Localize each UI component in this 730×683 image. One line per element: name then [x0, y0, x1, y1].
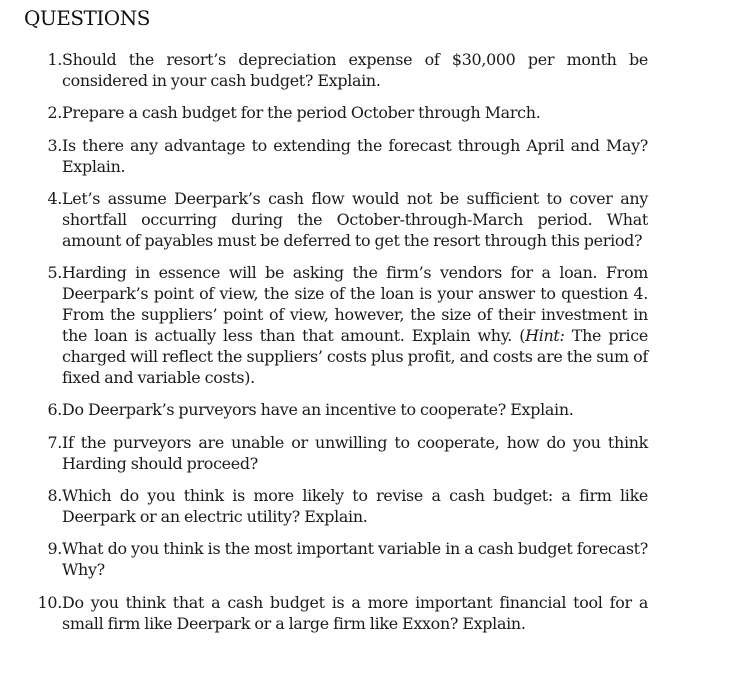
question-number-text: 4. [47, 188, 62, 208]
question-text [62, 262, 648, 388]
question-number-text: 3. [47, 135, 62, 155]
question-text: What do you think is the most important variable in a cash budget forecast? Why? [62, 539, 648, 580]
question-text: Is there any advantage to extending the forecast through April and May? Explain. [62, 135, 648, 176]
question-item [26, 485, 648, 527]
question-text: Do you think that a cash budget is a more important financial tool for a small firm like Deerpark or a large firm like Exxon? Explain. [62, 592, 648, 633]
question-item [26, 592, 648, 634]
question-item [26, 399, 648, 420]
question-number-text: 8. [47, 486, 62, 506]
question-item [26, 49, 648, 91]
question-number [26, 399, 62, 420]
question-item [26, 135, 648, 177]
question-number-text: 2. [47, 103, 62, 123]
question-text-part: The price charged will reflect the suppliers’ costs plus profit, and costs are the sum of fixed and variable costs). [62, 326, 648, 388]
question-number [26, 592, 62, 613]
hint-label: Hint: [525, 326, 565, 346]
question-number [26, 538, 62, 559]
question-item [26, 188, 648, 251]
question-number-text: 9. [47, 539, 62, 559]
question-number-text: 5. [47, 263, 62, 283]
question-number [26, 262, 62, 283]
question-item [26, 432, 648, 474]
question-number-text: 10. [37, 592, 62, 612]
section-heading: QUESTIONS [24, 6, 150, 30]
question-text: Prepare a cash budget for the period October through March. [62, 103, 541, 123]
question-number [26, 485, 62, 506]
question-list [26, 49, 648, 634]
question-text: Should the resort’s depreciation expense of $30,000 per month be considered in your cash budget? Explain. [62, 50, 648, 90]
question-text: Do Deerpark’s purveyors have an incentive to cooperate? Explain. [62, 400, 574, 420]
question-item [26, 102, 648, 123]
question-number [26, 102, 62, 123]
question-number-text: 6. [47, 400, 62, 420]
question-item [26, 538, 648, 580]
question-number [26, 135, 62, 156]
question-number [26, 49, 62, 70]
question-text: Which do you think is more likely to revise a cash budget: a firm like Deerpark or an electric utility? Explain. [62, 486, 648, 527]
question-text-part: Harding in essence will be asking the firm’s vendors for a loan. From Deerpark’s point of view, the size of the loan is your answer to question 4. From the suppliers’ point of view, however, the size of their investment in the loan is actually less than that amount. Explain why. ( [62, 263, 648, 346]
question-number-text: 1. [47, 50, 62, 69]
question-text: Let’s assume Deerpark’s cash flow would not be sufficient to cover any shortfall occurring during the October-through-March period. What amount of payables must be deferred to get the resort through this period? [62, 188, 648, 250]
question-item [26, 262, 648, 388]
question-number [26, 188, 62, 209]
question-number [26, 432, 62, 453]
question-text: If the purveyors are unable or unwilling to cooperate, how do you think Harding should proceed? [62, 432, 648, 473]
question-number-text: 7. [47, 432, 62, 452]
